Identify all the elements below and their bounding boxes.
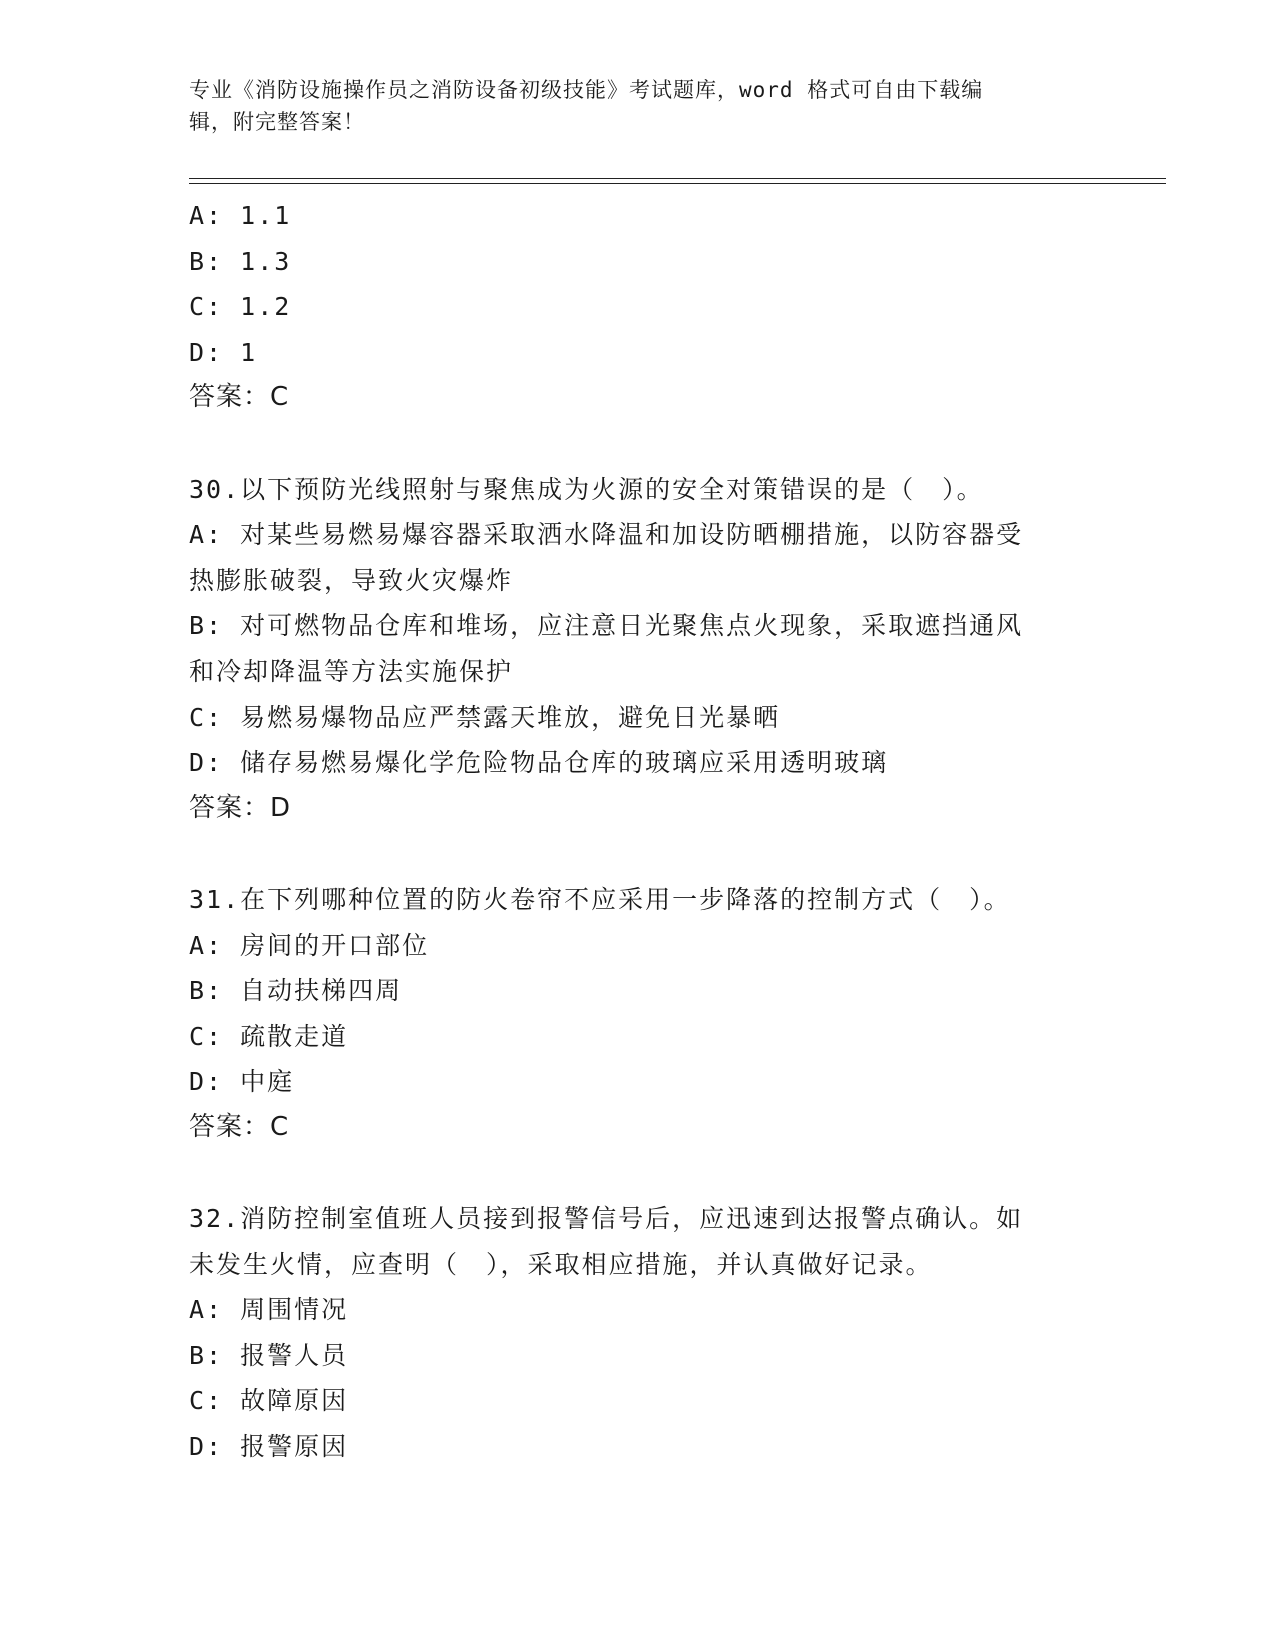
option-c: C: 易燃易爆物品应严禁露天堆放，避免日光暴晒	[189, 702, 781, 732]
option-c: C: 故障原因	[189, 1386, 349, 1416]
spacer	[189, 1150, 1089, 1196]
header-line-1: 专业《消防设施操作员之消防设备初级技能》考试题库，word 格式可自由下载编	[189, 78, 984, 102]
header-divider-bottom	[189, 183, 1166, 184]
option-d: D: 中庭	[189, 1067, 295, 1097]
question-list	[189, 193, 1089, 1470]
header-line-2: 辑，附完整答案！	[189, 110, 365, 134]
option-c: C: 疏散走道	[189, 1021, 349, 1051]
option-b: B: 对可燃物品仓库和堆场，应注意日光聚焦点火现象，采取遮挡通风	[189, 611, 1024, 641]
option-a: A: 房间的开口部位	[189, 930, 430, 960]
option-c: C: 1.2	[189, 292, 292, 322]
question-31	[189, 877, 1089, 1151]
answer-label: 答案：C	[189, 382, 290, 413]
option-a-continued: 热膨胀破裂，导致火灾爆炸	[189, 565, 514, 595]
option-a: A: 对某些易燃易爆容器采取洒水降温和加设防晒棚措施，以防容器受	[189, 520, 1024, 550]
answer-label: 答案：D	[189, 792, 292, 823]
option-b: B: 报警人员	[189, 1340, 349, 1370]
option-d: D: 报警原因	[189, 1432, 349, 1462]
option-b-continued: 和冷却降温等方法实施保护	[189, 656, 514, 686]
option-b: B: 1.3	[189, 246, 292, 276]
option-a: A: 1.1	[189, 201, 292, 230]
question-stem: 30.以下预防光线照射与聚焦成为火源的安全对策错误的是（ ）。	[189, 474, 984, 504]
option-d: D: 储存易燃易爆化学危险物品仓库的玻璃应采用透明玻璃	[189, 748, 889, 778]
question-stem: 31.在下列哪种位置的防火卷帘不应采用一步降落的控制方式（ ）。	[189, 884, 1011, 914]
question-29-continued	[189, 193, 1089, 421]
answer-label: 答案：C	[189, 1111, 290, 1142]
option-d: D: 1	[189, 337, 258, 367]
question-stem: 32.消防控制室值班人员接到报警信号后，应迅速到达报警点确认。如	[189, 1204, 1024, 1234]
option-b: B: 自动扶梯四周	[189, 976, 403, 1006]
spacer	[189, 421, 1089, 467]
question-stem-continued: 未发生火情，应查明（ ），采取相应措施，并认真做好记录。	[189, 1249, 933, 1279]
document-header	[189, 74, 1089, 138]
spacer	[189, 831, 1089, 877]
question-30	[189, 467, 1089, 832]
header-divider-top	[189, 178, 1166, 179]
question-32	[189, 1196, 1089, 1470]
option-a: A: 周围情况	[189, 1295, 349, 1325]
